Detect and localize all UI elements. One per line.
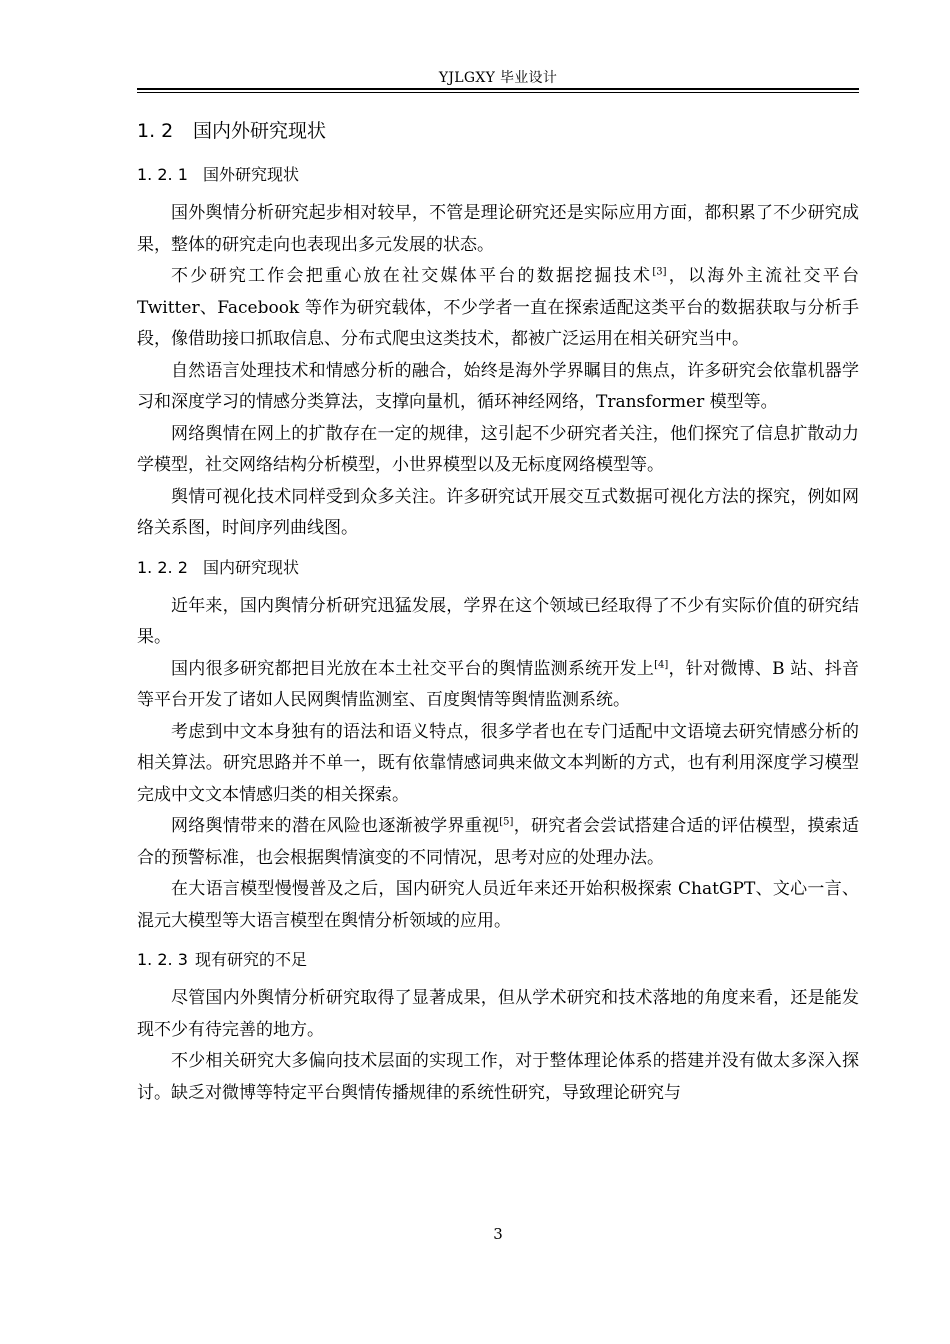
page-header: YJLGXY 毕业设计 xyxy=(438,70,558,86)
spacer xyxy=(137,937,859,945)
paragraph-text: 不少研究工作会把重心放在社交媒体平台的数据挖掘技术 xyxy=(171,266,653,286)
paragraph: 不少相关研究大多偏向技术层面的实现工作，对于整体理论体系的搭建并没有做太多深入探讨。缺乏对微博等特定平台舆情传播规律的系统性研究，导致理论研究与 xyxy=(137,1051,859,1103)
subsection-heading-1-2-2 xyxy=(137,553,859,583)
paragraph: 网络舆情在网上的扩散存在一定的规律，这引起不少研究者关注，他们探究了信息扩散动力学模型，社交网络结构分析模型，小世界模型以及无标度网络模型等。 xyxy=(137,423,859,475)
page-number: 3 xyxy=(493,1225,503,1243)
subsection-heading-1-2-3 xyxy=(137,945,859,975)
citation: [5] xyxy=(499,816,514,828)
paragraph-text: ，针对微博、B 站、抖音等平台开发了诸如人民网舆情监测室、百度舆情等舆情监测系统。 xyxy=(137,658,859,710)
header-rule-thick xyxy=(137,88,859,90)
paragraph-text: 网络舆情带来的潜在风险也逐渐被学界重视 xyxy=(171,816,500,836)
paragraph xyxy=(137,654,859,717)
paragraph-text: 国内很多研究都把目光放在本土社交平台的舆情监测系统开发上 xyxy=(171,658,655,679)
paragraph: 近年来，国内舆情分析研究迅猛发展，学界在这个领域已经取得了不少有实际价值的研究结果。 xyxy=(137,595,859,647)
subsection-title: 现有研究的不足 xyxy=(195,950,308,969)
document-page xyxy=(137,0,859,1344)
paragraph: 在大语言模型慢慢普及之后，国内研究人员近年来还开始积极探索 ChatGPT、文心一言、混元大模型等大语言模型在舆情分析领域的应用。 xyxy=(137,879,859,931)
spacer xyxy=(137,545,859,553)
paragraph: 舆情可视化技术同样受到众多关注。许多研究试开展交互式数据可视化方法的探究，例如网络关系图，时间序列曲线图。 xyxy=(137,486,859,538)
paragraph xyxy=(137,261,859,356)
paragraph: 国外舆情分析研究起步相对较早，不管是理论研究还是实际应用方面，都积累了不少研究成果，整体的研究走向也表现出多元发展的状态。 xyxy=(137,203,859,255)
section-number: 1. 2 xyxy=(137,120,174,142)
subsection-number: 1. 2. 1 xyxy=(137,165,188,184)
subsection-number: 1. 2. 3 xyxy=(137,950,188,969)
subsection-title: 国内研究现状 xyxy=(203,557,300,577)
section-heading-1-2 xyxy=(137,114,859,148)
page-content xyxy=(137,114,859,1109)
section-title: 国内外研究现状 xyxy=(193,120,327,142)
citation: [4] xyxy=(654,658,669,670)
subsection-number: 1. 2. 2 xyxy=(137,557,188,577)
subsection-title: 国外研究现状 xyxy=(203,165,300,184)
subsection-heading-1-2-1 xyxy=(137,160,859,190)
header-rule-thin xyxy=(137,92,859,93)
paragraph: 尽管国内外舆情分析研究取得了显著成果，但从学术研究和技术落地的角度来看，还是能发现不少有待完善的地方。 xyxy=(137,988,859,1040)
paragraph-text: ，研究者会尝试搭建合适的评估模型，摸索适合的预警标准，也会根据舆情演变的不同情况，思考对应的处理办法。 xyxy=(137,816,860,868)
paragraph: 自然语言处理技术和情感分析的融合，始终是海外学界瞩目的焦点，许多研究会依靠机器学习和深度学习的情感分类算法，支撑向量机，循环神经网络，Transformer 模型等。 xyxy=(137,360,859,412)
paragraph: 考虑到中文本身独有的语法和语义特点，很多学者也在专门适配中文语境去研究情感分析的相关算法。研究思路并不单一，既有依靠情感词典来做文本判断的方式，也有利用深度学习模型完成中文文本情感归类的相关探索。 xyxy=(137,721,859,805)
citation: [3] xyxy=(652,266,667,278)
paragraph xyxy=(137,811,859,874)
paragraph-text: ，以海外主流社交平台 Twitter、Facebook 等作为研究载体，不少学者一直在探索适配这类平台的数据获取与分析手段，像借助接口抓取信息、分布式爬虫这类技术，都被广泛运用在相关研究当中。 xyxy=(137,266,860,349)
